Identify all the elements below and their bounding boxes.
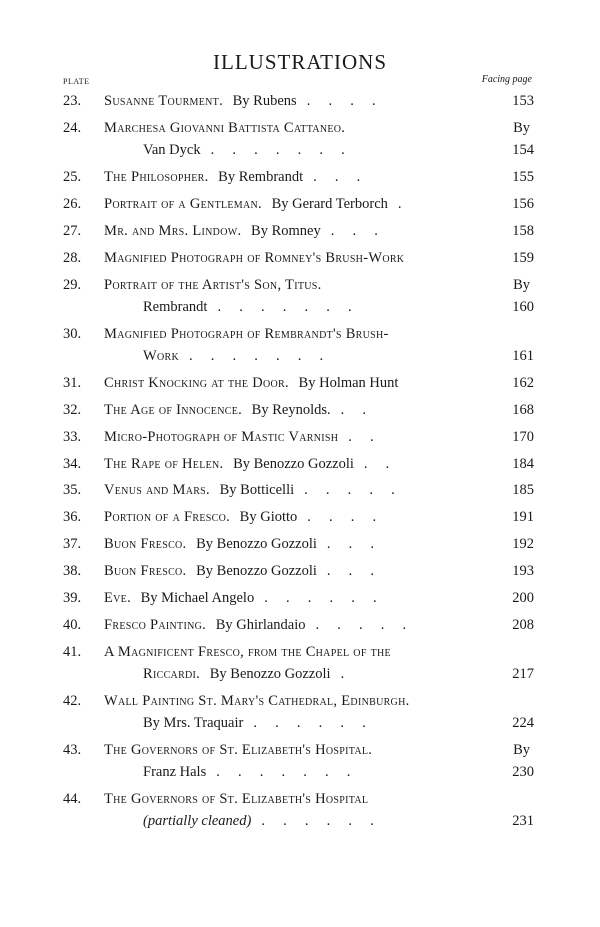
page-number: 217 [512,665,534,682]
list-item-line [0,691,600,711]
plate-title: Venus and Mars. [104,482,210,499]
plate-title: The Rape of Helen. [104,455,224,472]
artist-credit: By Holman Hunt [298,374,399,391]
plate-subtitle: (partially cleaned) [143,813,252,830]
page-number: 162 [512,374,534,391]
artist-credit: By Rembrandt [218,169,304,185]
entry-text [104,427,530,447]
list-item-line [0,713,600,733]
entry-text [104,400,530,420]
plate-title: Fresco Painting. [104,616,207,633]
leader-dots: . . . . . . [253,715,366,732]
list-item-line [0,740,600,760]
list-item-line [0,194,600,214]
plate-number: 30. [63,325,82,342]
leader-dots: . . . . . . . [216,764,351,781]
page-title: ILLUSTRATIONS [213,50,387,74]
list-item-line [0,91,600,111]
plate-number: 24. [63,119,82,136]
list-item-line [0,275,600,295]
page-number: 231 [512,813,534,830]
entry-text [104,561,530,581]
plate-number: 37. [63,536,82,553]
plate-number: 33. [63,428,82,445]
list-item-line [0,324,600,344]
leader-dots: . . . [313,169,361,185]
entry-text [104,221,530,241]
leader-dots: . . [340,401,366,418]
entry-text [104,454,530,474]
entry-text [104,324,530,344]
entry-text [104,248,530,268]
leader-dots: . . . . . . . [210,142,345,159]
plate-number: 40. [63,616,82,633]
artist-credit: By [513,276,530,293]
list-item-line [0,221,600,241]
plate-title: Christ Knocking at the Door. [104,374,289,391]
artist-credit: By Michael Angelo [140,590,255,606]
entry-text [104,507,530,527]
leader-dots: . . . . . [304,482,395,499]
list-item-line [0,762,600,782]
leader-dots: . . . [326,536,375,553]
artist-credit: By Reynolds. [251,401,331,418]
leader-dots: . . . . . . [261,813,374,830]
list-item-line [0,400,600,420]
plate-number: 43. [63,742,82,758]
plate-title: The Governors of St. Elizabeth's Hospital. [104,742,373,758]
list-item-line [0,346,600,366]
plate-title: The Governors of St. Elizabeth's Hospital [104,791,369,808]
entry-text [104,91,530,111]
entry-text [104,118,530,138]
list-item-line [0,427,600,447]
entry-text [104,615,530,635]
list-item-line [0,789,600,809]
plate-title: Portrait of a Gentleman. [104,195,262,212]
artist-credit: Van Dyck [143,142,201,159]
entry-text [143,811,530,831]
page-number: 168 [512,401,534,418]
artist-credit: By Ghirlandaio [215,616,306,633]
plate-number: 34. [63,455,82,472]
plate-number: 28. [63,249,82,266]
entry-text [104,691,530,711]
entry-text [104,275,530,295]
plate-title: Mr. and Mrs. Lindow. [104,222,242,239]
plate-title: Magnified Photograph of Rembrandt's Brush- [104,325,389,342]
list-item-line [0,118,600,138]
page-number: 184 [512,455,534,472]
plate-number: 31. [63,374,82,391]
page-number: 191 [512,509,534,526]
list-item-line [0,507,600,527]
artist-credit: By Benozzo Gozzoli [196,563,317,580]
entry-text [104,534,530,554]
artist-credit: By Benozzo Gozzoli [209,665,331,682]
plate-title: Magnified Photograph of Romney's Brush-Work [104,249,405,266]
artist-credit: Franz Hals [143,764,207,781]
artist-credit: By Giotto [239,509,298,526]
entry-text [143,713,530,733]
plate-title: Susanne Tourment. [104,93,224,109]
plate-title: A Magnificent Fresco, from the Chapel of the [104,643,391,660]
leader-dots: . . . . . . [264,590,377,606]
plate-number: 26. [63,195,82,212]
column-heading-facing-page: Facing page [481,74,532,85]
page-number: 185 [512,482,534,499]
leader-dots: . . . [326,563,375,580]
plate-number: 32. [63,401,82,418]
list-item-line [0,615,600,635]
plate-title: Buon Fresco. [104,563,187,580]
entry-text [104,194,530,214]
list-item-line [0,373,600,393]
plate-number: 38. [63,563,82,580]
plate-title: Eve. [104,590,132,606]
artist-credit: By [513,119,530,136]
list-item-line [0,248,600,268]
page-number: 161 [512,347,534,364]
plate-title: Marchesa Giovanni Battista Cattaneo. [104,119,346,136]
artist-credit: By [513,742,530,758]
artist-credit: By Gerard Terborch [271,195,388,212]
leader-dots: . [340,665,345,682]
list-item-line [0,642,600,662]
plate-number: 42. [63,692,82,709]
page-number: 160 [512,298,534,315]
entry-text [104,167,530,187]
page-number: 230 [512,764,534,781]
entry-text [104,642,530,662]
leader-dots: . [397,195,402,212]
list-item-line [0,480,600,500]
plate-title: Work [143,347,179,364]
plate-number: 44. [63,791,82,808]
page-number: 170 [512,428,534,445]
leader-dots: . . . . . [315,616,407,633]
page-number: 224 [512,715,534,732]
list-item-line [0,297,600,317]
plate-title: Portion of a Fresco. [104,509,231,526]
plate-title: Micro-Photograph of Mastic Varnish [104,428,339,445]
leader-dots: . . . . . . . [217,298,352,315]
entry-text [104,373,530,393]
entry-text [143,762,530,782]
list-item-line [0,534,600,554]
list-item-line [0,454,600,474]
plate-title: The Philosopher. [104,169,209,185]
leader-dots: . . [348,428,374,445]
page-number: 159 [512,249,534,266]
entry-text [143,297,530,317]
page-number: 193 [512,563,534,580]
list-item-line [0,140,600,160]
leader-dots: . . [363,455,390,472]
leader-dots: . . . . . . . [189,347,324,364]
column-heading-plate: PLATE [63,77,90,86]
leader-dots: . . . . [306,93,376,109]
artist-credit: By Rubens [232,93,297,109]
plate-number: 25. [63,169,82,185]
entry-text [104,789,530,809]
leader-dots: . . . [330,222,378,239]
list-item-line [0,588,600,608]
plate-number: 41. [63,643,82,660]
plate-number: 36. [63,509,82,526]
plate-number: 35. [63,482,82,499]
plate-title: Wall Painting St. Mary's Cathedral, Edinburgh. [104,692,410,709]
artist-credit: By Romney [251,222,321,239]
plate-title: The Age of Innocence. [104,401,243,418]
plate-number: 29. [63,276,82,293]
list-item-line [0,167,600,187]
plate-number: 39. [63,590,82,606]
leader-dots: . . . . [307,509,377,526]
list-item-line [0,561,600,581]
entry-text [143,346,530,366]
plate-title: Buon Fresco. [104,536,187,553]
entry-text [143,140,530,160]
page-number: 208 [512,616,534,633]
plate-number: 23. [63,93,82,109]
page-number: 154 [512,142,534,159]
entry-text [104,480,530,500]
page-number: 156 [512,195,534,212]
page-number: 158 [512,222,534,239]
plate-number: 27. [63,222,82,239]
page-number: 155 [512,169,534,185]
artist-credit: By Benozzo Gozzoli [233,455,354,472]
artist-credit: By Benozzo Gozzoli [196,536,317,553]
entry-text [104,740,530,760]
artist-credit: By Mrs. Traquair [143,715,244,732]
artist-credit: Rembrandt [143,298,208,315]
page-number: 153 [512,93,534,109]
entry-text [104,588,530,608]
list-item-line [0,664,600,684]
artist-credit: By Botticelli [219,482,295,499]
page-number: 200 [512,590,534,606]
list-item-line [0,811,600,831]
plate-title: Riccardi. [143,665,201,682]
plate-title: Portrait of the Artist's Son, Titus. [104,276,322,293]
entry-text [143,664,530,684]
page-number: 192 [512,536,534,553]
